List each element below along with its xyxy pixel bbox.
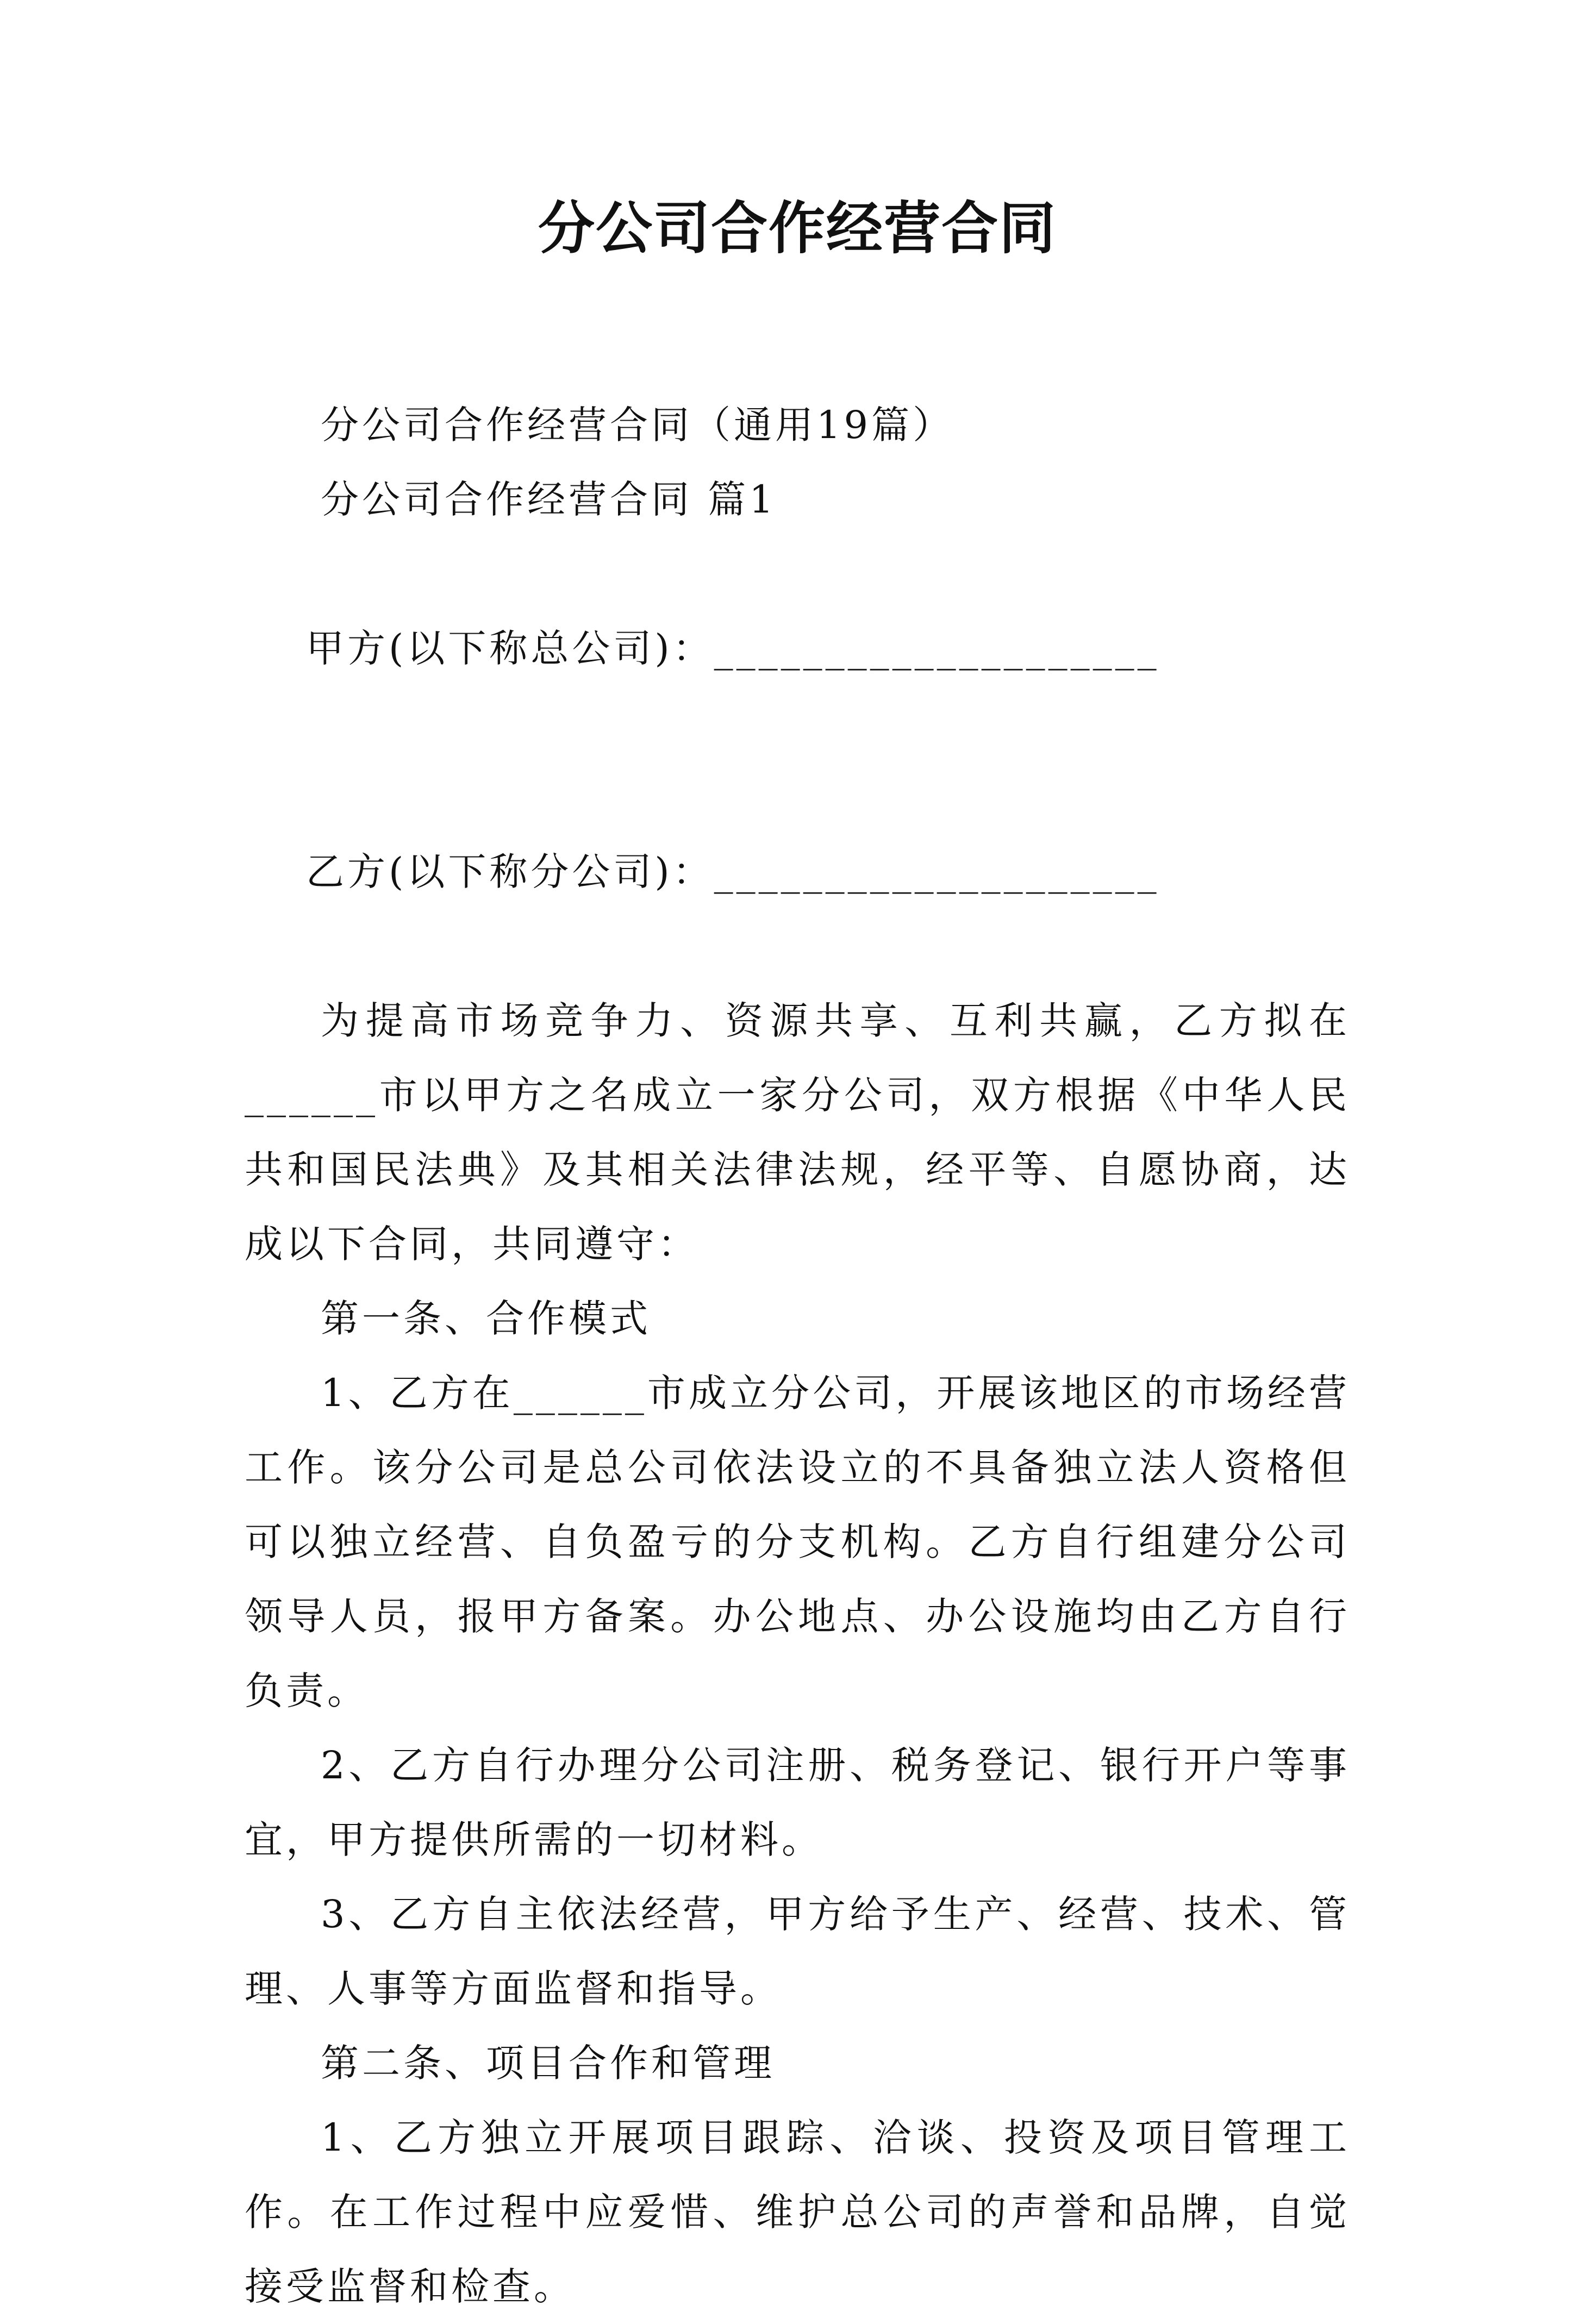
paragraph-article-1-item-3: 3、乙方自主依法经营，甲方给予生产、经营、技术、管理、人事等方面监督和指导。 [245, 1892, 1350, 2011]
document-title: 分公司合作经营合同 [538, 195, 1057, 261]
party-b-blank: ____________________ [714, 849, 1160, 894]
party-b-label: 乙方(以下称分公司)： [306, 849, 714, 894]
party-a-blank: ____________________ [714, 626, 1160, 671]
heading-article-2: 第二条、项目合作和管理 [321, 2041, 775, 2085]
party-a-label: 甲方(以下称总公司)： [306, 626, 714, 671]
paragraph-preamble: 为提高市场竞争力、资源共享、互利共赢，乙方拟在______市以甲方之名成立一家分公司，双方根据《中华人民共和国民法典》及其相关法律法规，经平等、自愿协商，达成以下合同，共同遵守： [245, 998, 1350, 1266]
heading-article-1: 第一条、合作模式 [321, 1296, 651, 1341]
paragraph-section-heading: 分公司合作经营合同 篇1 [321, 477, 777, 522]
party-a-line [245, 537, 1350, 760]
paragraph-article-1-item-2: 2、乙方自行办理分公司注册、税务登记、银行开户等事宜，甲方提供所需的一切材料。 [245, 1743, 1350, 1862]
paragraph-article-2-item-1: 1、乙方独立开展项目跟踪、洽谈、投资及项目管理工作。在工作过程中应爱惜、维护总公司的声誉和品牌，自觉接受监督和检查。 [245, 2115, 1350, 2309]
party-b-line [245, 760, 1350, 984]
paragraph-article-1-item-1: 1、乙方在______市成立分公司，开展该地区的市场经营工作。该分公司是总公司依法设立的不具备独立法人资格但可以独立经营、自负盈亏的分支机构。乙方自行组建分公司领导人员，报甲方备案。办公地点、办公设施均由乙方自行负责。 [245, 1371, 1350, 1713]
paragraph-subtitle: 分公司合作经营合同（通用19篇） [321, 403, 954, 447]
